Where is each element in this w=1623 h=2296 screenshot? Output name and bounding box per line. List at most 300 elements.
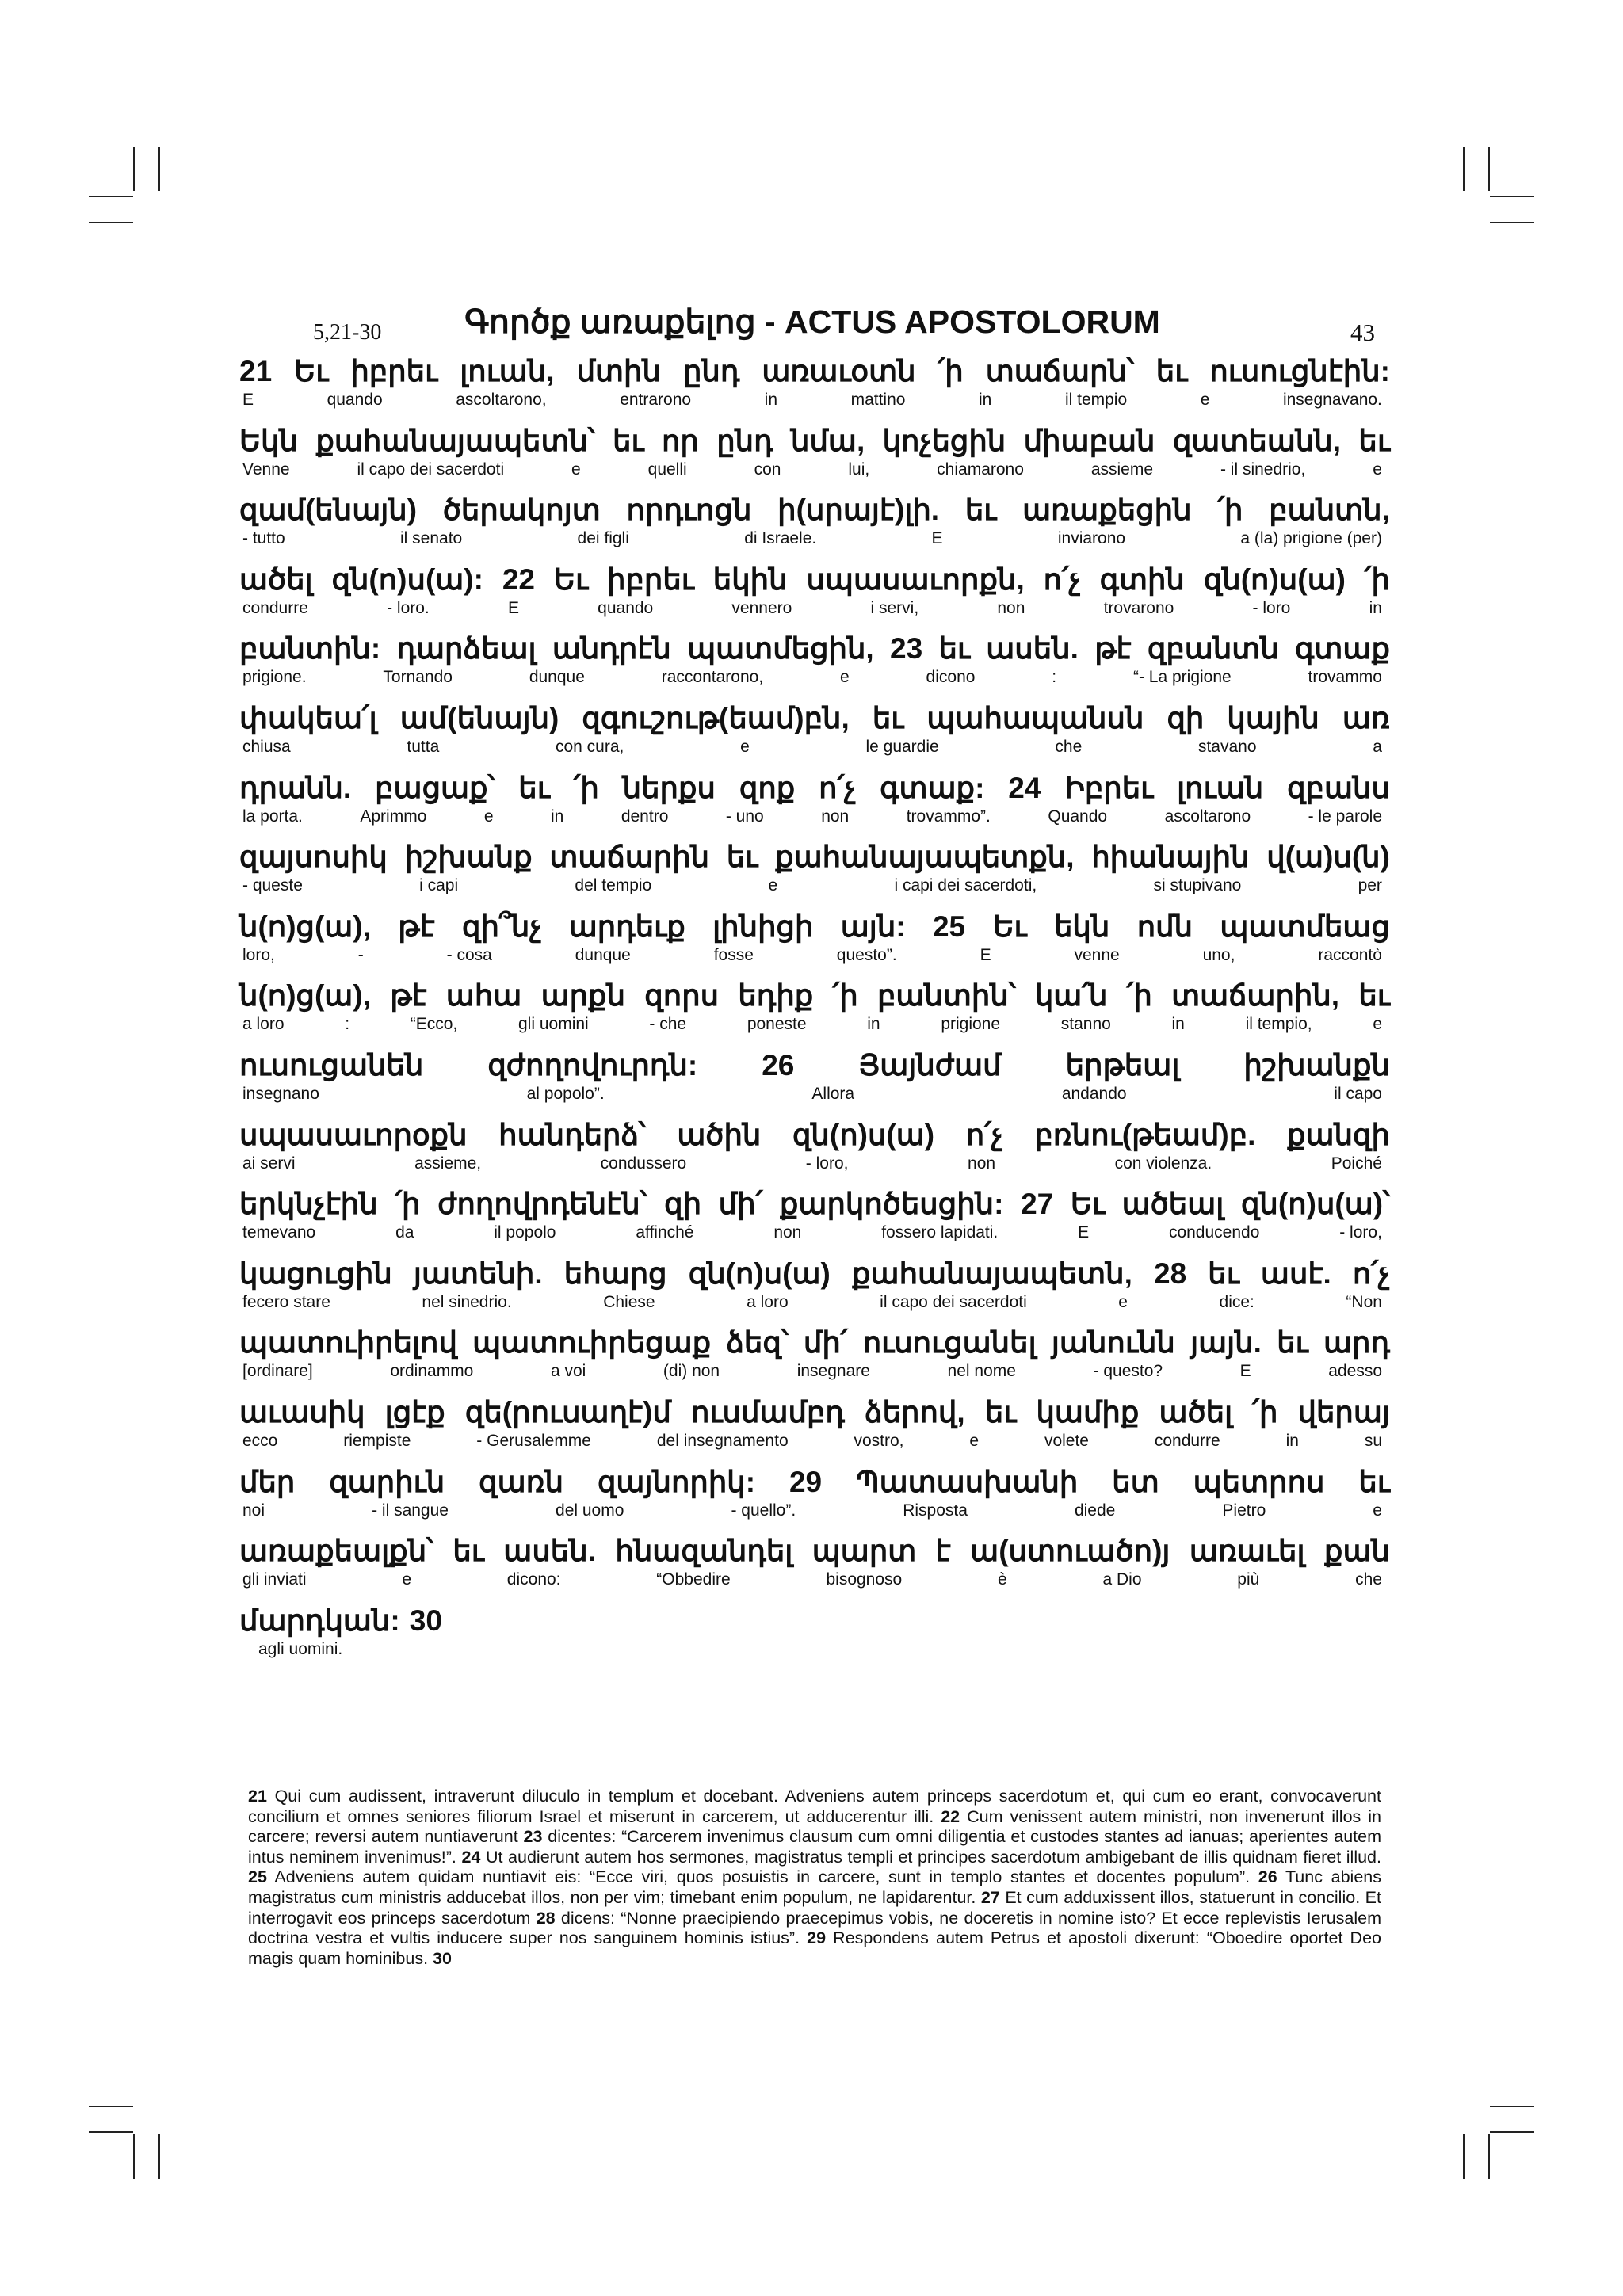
armenian-word: պատուիրեցաք [472, 1326, 712, 1360]
italian-gloss: insegnare [796, 1362, 870, 1381]
armenian-word: զորս [644, 979, 720, 1013]
armenian-line [239, 977, 1390, 1015]
italian-gloss: : [1052, 668, 1057, 687]
armenian-word: ն(ո)ց(ա), [239, 979, 371, 1013]
armenian-line [239, 1394, 1390, 1432]
italian-gloss: del insegnamento [656, 1431, 789, 1450]
armenian-word: ասեն. [986, 632, 1079, 666]
armenian-word: երթեալ [1065, 1048, 1180, 1081]
crop-mark [158, 2134, 160, 2179]
italian-gloss: insegnavano. [1282, 391, 1382, 409]
italian-gloss: il capo [1334, 1084, 1382, 1103]
verse-number: 28 [536, 1908, 556, 1928]
armenian-word: լուան [1177, 771, 1264, 804]
armenian-word: թէ [1094, 632, 1132, 666]
italian-gloss: loro, [242, 945, 275, 964]
italian-gloss: e [740, 737, 750, 756]
armenian-word: լուան, [460, 355, 555, 387]
italian-gloss-line [239, 668, 1390, 687]
italian-gloss: “Ecco, [410, 1015, 458, 1034]
armenian-word: ոմն [1136, 910, 1193, 943]
italian-gloss: dunque [529, 668, 585, 687]
italian-gloss: di Israele. [744, 529, 817, 548]
italian-gloss: dicono [926, 668, 976, 687]
italian-gloss: - quello”. [731, 1501, 796, 1520]
italian-gloss: la porta. [242, 807, 303, 826]
armenian-line [239, 769, 1390, 807]
armenian-word: ընդ [682, 355, 740, 387]
crop-mark [1490, 196, 1534, 197]
armenian-word: բռնու(թեամ)բ. [1034, 1118, 1256, 1151]
armenian-word: երկնչէին [239, 1188, 378, 1221]
armenian-word: 25 [932, 910, 966, 943]
italian-gloss: quando [327, 391, 383, 409]
armenian-word: կամիք [1036, 1395, 1140, 1428]
crop-mark [1463, 2134, 1465, 2179]
armenian-word: ՛ի [573, 771, 599, 804]
armenian-word: քանզի [1287, 1118, 1390, 1151]
italian-gloss: fecero stare [242, 1292, 330, 1311]
crop-mark [1488, 2134, 1490, 2179]
italian-gloss: raccontò [1318, 945, 1382, 964]
armenian-word: առաքեցին [1022, 494, 1192, 527]
armenian-word: ասէ. [1260, 1257, 1331, 1290]
armenian-word: դրանն. [239, 771, 352, 804]
armenian-word: իբրեւ [606, 563, 694, 596]
armenian-word: եդիք [738, 979, 814, 1013]
italian-gloss-line [239, 1640, 1390, 1659]
armenian-word: բանտին: [239, 632, 381, 666]
armenian-word: Յայնժամ [858, 1048, 1002, 1081]
italian-gloss: prigione. [242, 668, 307, 687]
italian-gloss: ordinammo [390, 1362, 474, 1381]
armenian-word: զե(րուսաղէ)մ [464, 1395, 671, 1428]
italian-gloss-line [239, 1432, 1390, 1451]
italian-gloss: E [507, 598, 519, 617]
armenian-word: զն(ո)ս(ա) [1203, 563, 1346, 596]
italian-gloss: con cura, [555, 737, 624, 756]
italian-gloss: in [1171, 1015, 1185, 1034]
armenian-word: եւ [984, 1395, 1017, 1428]
armenian-word: աւասիկ [239, 1395, 365, 1428]
armenian-word: ծերակոյտ [442, 494, 601, 527]
interlinear-line [239, 1602, 1390, 1672]
italian-gloss: tutta [407, 737, 440, 756]
armenian-word: ՛ի [1126, 979, 1152, 1013]
italian-gloss: “- La prigione [1132, 668, 1232, 687]
armenian-word: ժողովրդենէն՝ [437, 1188, 647, 1221]
armenian-word: ՛ի [1217, 494, 1243, 527]
armenian-word: սպասաւորքն, [806, 563, 1025, 596]
armenian-word: զայնորիկ: [597, 1465, 756, 1498]
italian-gloss-line [239, 807, 1390, 826]
italian-gloss: Allora [812, 1084, 855, 1103]
italian-gloss-line [239, 1085, 1390, 1104]
armenian-word: արդեւք [568, 910, 685, 943]
armenian-word: պետրոս [1193, 1465, 1325, 1498]
page-title: Գործք առաքելոց - ACTUS APOSTOLORUM [464, 303, 1160, 340]
latin-verse-text: Cum venissent autem ministri, non invenerunt illos in carcere; reversi autem nuntiaverunt [248, 1806, 1381, 1847]
armenian-word: զարիւն [329, 1465, 445, 1498]
italian-gloss: quando [598, 598, 654, 617]
latin-verse-text: Respondens autem Petrus et apostoli dixerunt: “Oboedire oportet Deo magis quam hominibus. [248, 1928, 1381, 1968]
interlinear-line [239, 977, 1390, 1047]
italian-gloss: E [242, 391, 254, 409]
interlinear-line [239, 422, 1390, 492]
armenian-line [239, 1185, 1390, 1223]
crop-mark [133, 2134, 135, 2179]
armenian-word: քահանայապետն, [851, 1257, 1132, 1290]
italian-gloss: il tempio [1064, 391, 1128, 409]
italian-gloss: quelli [647, 460, 687, 479]
armenian-word: եւ [1277, 1326, 1308, 1360]
italian-gloss: agli uomini. [258, 1639, 343, 1658]
italian-gloss: assieme [1090, 460, 1154, 479]
armenian-word: զն(ո)ս(ա): [331, 563, 483, 596]
armenian-word: 23 [890, 632, 923, 666]
armenian-word: թէ [390, 979, 427, 1013]
italian-gloss: - tutto [242, 529, 285, 548]
italian-gloss: assieme, [414, 1154, 482, 1173]
interlinear-line [239, 1532, 1390, 1602]
armenian-line [239, 1047, 1390, 1085]
italian-gloss-line [239, 1154, 1390, 1173]
italian-gloss: - il sinedrio, [1220, 460, 1306, 479]
italian-gloss: il capo dei sacerdoti [880, 1292, 1027, 1311]
armenian-word: ո՛չ [1352, 1257, 1390, 1290]
italian-gloss: a (la) prigione (per) [1240, 529, 1382, 548]
interlinear-line [239, 1116, 1390, 1186]
italian-gloss: in [867, 1015, 880, 1034]
italian-gloss: - queste [242, 876, 303, 895]
interlinear-line [239, 700, 1390, 769]
italian-gloss: questo”. [836, 945, 897, 964]
italian-gloss: venne [1074, 945, 1120, 964]
armenian-line [239, 1532, 1390, 1570]
italian-gloss: fossero lapidati. [881, 1223, 999, 1242]
italian-gloss: che [1355, 1570, 1382, 1589]
verse-number: 25 [248, 1867, 267, 1887]
verse-number: 23 [523, 1827, 543, 1847]
armenian-word: 22 [502, 563, 536, 596]
latin-vulgate-text [248, 1787, 1381, 1969]
italian-gloss: nel nome [947, 1362, 1016, 1381]
armenian-word: Իբրեւ [1064, 771, 1154, 804]
armenian-word: ՛ի [1252, 1395, 1278, 1428]
armenian-word: քարկոծեսցին: [779, 1188, 1004, 1221]
armenian-line [239, 491, 1390, 529]
latin-verse-text: Ut audierunt autem hos sermones, magistratus templi et principes sacerdotum ambigebant de illis quidnam fieret illud. [480, 1847, 1381, 1867]
italian-gloss: a loro [747, 1292, 789, 1311]
armenian-word: առաւօտն [762, 355, 916, 387]
armenian-word: միաբան [1023, 424, 1155, 457]
armenian-word: լինիցի [712, 910, 814, 943]
armenian-word: արքն [540, 979, 626, 1013]
armenian-word: 24 [1008, 771, 1041, 804]
armenian-word: մի՛ [718, 1188, 763, 1221]
italian-gloss: [ordinare] [242, 1362, 313, 1381]
armenian-word: նմա, [791, 424, 865, 457]
italian-gloss: in [979, 391, 992, 409]
interlinear-line [239, 1394, 1390, 1463]
armenian-word: եւ [938, 632, 970, 666]
armenian-word: ածել [1159, 1395, 1233, 1428]
armenian-word: Պատասխանի [856, 1465, 1079, 1498]
italian-gloss: Poiché [1331, 1154, 1382, 1173]
italian-gloss: raccontarono, [661, 668, 764, 687]
latin-verse-text: Adveniens autem quidam nuntiavit eis: “Ecce viri, quos posuistis in carcere, sunt in templo stantes et docentes populum”. [266, 1867, 1258, 1887]
italian-gloss: - il sangue [372, 1501, 449, 1520]
armenian-word: եւ [1358, 979, 1390, 1013]
armenian-word: կացուցին [239, 1257, 392, 1290]
armenian-word: որդւոցն [626, 494, 752, 527]
armenian-word: արդ [1323, 1326, 1390, 1360]
italian-gloss: riempiste [343, 1431, 411, 1450]
crop-mark [1490, 2106, 1534, 2107]
page-header [238, 295, 1387, 350]
italian-gloss: e [1373, 1501, 1382, 1520]
armenian-line [239, 1463, 1390, 1501]
armenian-word: քան [1323, 1535, 1390, 1568]
italian-gloss: temevano [242, 1223, 316, 1242]
armenian-word: զի՞նչ [462, 910, 542, 943]
armenian-word: ա(ստուածո)յ [970, 1535, 1170, 1568]
armenian-word: պարտ [812, 1535, 917, 1568]
verse-number: 29 [807, 1928, 827, 1948]
armenian-word: 26 [762, 1048, 795, 1081]
italian-gloss: condussero [600, 1154, 687, 1173]
italian-gloss: E [931, 529, 943, 548]
italian-gloss: ascoltarono, [456, 391, 547, 409]
italian-gloss: dentro [621, 807, 669, 826]
armenian-word: տաճարին, [1171, 979, 1340, 1013]
armenian-word: առաքեալքն՝ [239, 1535, 433, 1568]
italian-gloss: per [1358, 876, 1382, 895]
armenian-word: պատմեաց [1220, 910, 1390, 943]
crop-mark [1490, 2131, 1534, 2133]
italian-gloss: Quando [1048, 807, 1108, 826]
italian-gloss: - cosa [446, 945, 492, 964]
italian-gloss: il tempio, [1245, 1015, 1312, 1034]
armenian-word: յանունն [1051, 1326, 1175, 1360]
armenian-word: գտաք: [880, 771, 985, 804]
italian-gloss: ascoltarono [1164, 807, 1251, 826]
armenian-word: եւ [872, 701, 904, 734]
armenian-word: Եւ [1070, 1188, 1106, 1221]
italian-gloss: - [357, 945, 364, 964]
italian-gloss: stanno [1060, 1015, 1111, 1034]
armenian-word: զատեանն, [1172, 424, 1342, 457]
italian-gloss: si stupivano [1153, 876, 1242, 895]
armenian-word: զգուշութ(եամ)բն, [582, 701, 850, 734]
italian-gloss: più [1237, 1570, 1260, 1589]
italian-gloss: trovammo [1308, 668, 1382, 687]
armenian-word: ածեալ [1121, 1188, 1224, 1221]
italian-gloss-line [239, 599, 1390, 618]
italian-gloss: il popolo [494, 1223, 556, 1242]
latin-verse-text: dicens: “Nonne praecipiendo praecepimus vobis, ne doceretis in nomine isto? Et ecce replevistis Ierusalem doctrina vestra et vultis inducere super nos sanguinem hominis istius”. [248, 1908, 1382, 1948]
italian-gloss: “Obbedire [656, 1570, 731, 1589]
armenian-word: եւ [453, 1535, 484, 1568]
armenian-word: վ(ա)ս(ն) [1266, 841, 1390, 874]
armenian-word: զառն [479, 1465, 564, 1498]
italian-gloss: del uomo [556, 1501, 624, 1520]
italian-gloss: e [1373, 460, 1382, 479]
latin-verse-text: dicentes: “Carcerem invenimus clausum cum omni diligentia et custodes stantes ad ianuas; aperientes autem intus neminem invenimus!”. [248, 1827, 1381, 1867]
armenian-word: ահա [445, 979, 522, 1013]
italian-gloss: a loro [242, 1015, 285, 1034]
armenian-word: զամ(ենայն) [239, 494, 418, 527]
italian-gloss: affinché [636, 1223, 694, 1242]
armenian-word: լցէք [384, 1395, 445, 1428]
verse-number: 26 [1258, 1867, 1277, 1887]
armenian-word: ուսուցնէին: [1209, 355, 1390, 387]
interlinear-line [239, 908, 1390, 978]
italian-gloss: trovarono [1103, 598, 1174, 617]
interlinear-line [239, 838, 1390, 908]
italian-gloss: chiamarono [937, 460, 1024, 479]
italian-gloss: il capo dei sacerdoti [357, 460, 505, 479]
italian-gloss-line [239, 946, 1390, 965]
armenian-word: զի [664, 1188, 702, 1221]
italian-gloss-line [239, 1570, 1390, 1589]
italian-gloss: E [1078, 1223, 1090, 1242]
italian-gloss: in [1285, 1431, 1299, 1450]
crop-mark [1488, 147, 1490, 191]
italian-gloss: i servi, [870, 598, 919, 617]
italian-gloss: uno, [1202, 945, 1235, 964]
italian-gloss: non [773, 1223, 802, 1242]
armenian-word: 27 [1021, 1188, 1054, 1221]
italian-gloss: bisognoso [826, 1570, 903, 1589]
armenian-word: եւ [964, 494, 997, 527]
latin-verse-text: Tunc abiens magistratus cum ministris adducebat illos, non per vim; timebant enim populum, ne lapidarentur. [248, 1867, 1381, 1907]
page-reference: 5,21-30 [313, 320, 382, 345]
armenian-word: դարձեալ [396, 632, 537, 666]
armenian-word: թէ [398, 910, 435, 943]
armenian-word: զժողովուրդն: [487, 1048, 698, 1081]
interlinear-line [239, 769, 1390, 839]
italian-gloss: dice: [1219, 1292, 1254, 1311]
italian-gloss: adesso [1328, 1362, 1382, 1381]
italian-gloss-line [239, 1501, 1390, 1520]
italian-gloss: entrarono [620, 391, 692, 409]
armenian-word: հանդերձ՝ [498, 1118, 646, 1151]
italian-gloss: - uno [725, 807, 764, 826]
armenian-word: ո՛չ [819, 771, 857, 804]
italian-gloss: e [768, 876, 778, 895]
armenian-word: եւ [1155, 355, 1188, 387]
italian-gloss: volete [1044, 1431, 1089, 1450]
italian-gloss: gli inviati [242, 1570, 307, 1589]
italian-gloss: con [754, 460, 781, 479]
italian-gloss-line [239, 1015, 1390, 1034]
armenian-line [239, 353, 1390, 391]
italian-gloss: mattino [850, 391, 906, 409]
italian-gloss-line [239, 1223, 1390, 1242]
italian-gloss: il senato [400, 529, 463, 548]
armenian-word: եւ [1358, 424, 1390, 457]
italian-gloss: chiusa [242, 737, 291, 756]
italian-gloss: Risposta [903, 1501, 968, 1520]
armenian-word: զբանտն [1147, 632, 1279, 666]
armenian-line [239, 561, 1390, 599]
italian-gloss: in [551, 807, 564, 826]
armenian-word: իբրեւ [350, 355, 438, 387]
armenian-word: առ [1342, 701, 1390, 734]
armenian-word: ուսուցանեն [239, 1048, 424, 1081]
italian-gloss: nel sinedrio. [422, 1292, 512, 1311]
armenian-word: զայսոսիկ [239, 841, 388, 874]
italian-gloss: le guardie [865, 737, 939, 756]
italian-gloss: prigione [941, 1015, 1001, 1034]
italian-gloss: trovammo”. [906, 807, 991, 826]
italian-gloss: (di) non [663, 1362, 720, 1381]
armenian-line [239, 630, 1390, 668]
italian-gloss: inviarono [1057, 529, 1126, 548]
crop-mark [1490, 222, 1534, 223]
italian-gloss: poneste [747, 1015, 807, 1034]
italian-gloss-line [239, 1293, 1390, 1312]
italian-gloss: condurre [1154, 1431, 1220, 1450]
italian-gloss: Chiese [603, 1292, 655, 1311]
armenian-word: եկն [1053, 910, 1110, 943]
italian-gloss: insegnano [242, 1084, 319, 1103]
interlinear-text [239, 353, 1390, 1671]
armenian-word: Եւ [553, 563, 589, 596]
italian-gloss: non [968, 1154, 996, 1173]
armenian-word: ածել [239, 563, 313, 596]
italian-gloss: - Gerusalemme [476, 1431, 591, 1450]
armenian-word: զն(ո)ս(ա) [792, 1118, 935, 1151]
italian-gloss: : [345, 1015, 350, 1034]
italian-gloss: E [980, 945, 991, 964]
armenian-word: պատուիրելով [239, 1326, 457, 1360]
armenian-word: բանտին՝ [876, 979, 1016, 1013]
armenian-word: տաճարն՝ [985, 355, 1134, 387]
crop-mark [89, 2106, 133, 2107]
italian-gloss: Aprimmo [360, 807, 427, 826]
armenian-word: եհարց [563, 1257, 667, 1290]
italian-gloss: lui, [848, 460, 870, 479]
armenian-word: 30 [409, 1604, 442, 1637]
italian-gloss: Venne [242, 460, 290, 479]
armenian-word: եւ [726, 841, 758, 874]
armenian-line [239, 1116, 1390, 1154]
verse-number: 27 [980, 1887, 1000, 1907]
armenian-word: իշխանք [404, 841, 533, 874]
armenian-word: պահապանսն [926, 701, 1144, 734]
italian-gloss-line [239, 460, 1390, 479]
italian-gloss: al popolo”. [526, 1084, 605, 1103]
italian-gloss: vostro, [854, 1431, 904, 1450]
verse-number: 21 [248, 1787, 267, 1806]
italian-gloss-line [239, 876, 1390, 895]
armenian-word: ածին [677, 1118, 762, 1151]
interlinear-line [239, 630, 1390, 700]
interlinear-line [239, 1324, 1390, 1394]
italian-gloss: andando [1061, 1084, 1127, 1103]
armenian-word: ասեն. [503, 1535, 596, 1568]
armenian-word: ընդ [716, 424, 773, 457]
interlinear-line [239, 561, 1390, 631]
italian-gloss: che [1055, 737, 1083, 756]
interlinear-line [239, 353, 1390, 422]
armenian-word: ուսուցանել [862, 1326, 1037, 1360]
interlinear-line [239, 1463, 1390, 1533]
armenian-word: ՛ի [1364, 563, 1390, 596]
armenian-word: եւ [518, 771, 550, 804]
